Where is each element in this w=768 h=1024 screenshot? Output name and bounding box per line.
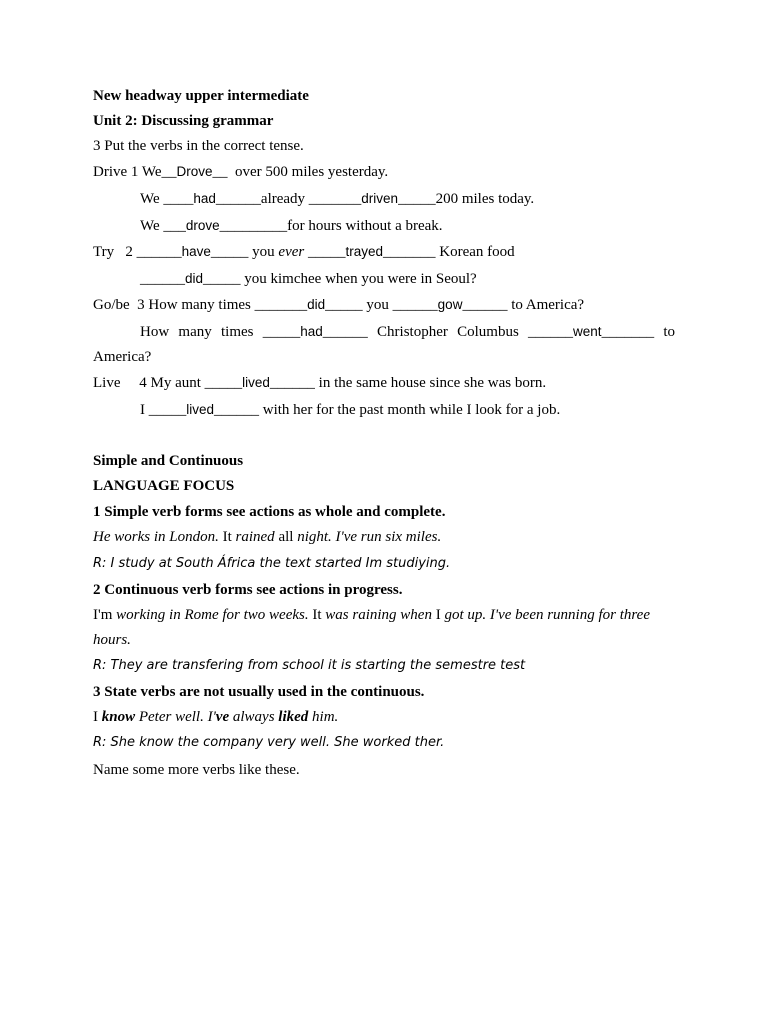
exercise-line-5: ______did_____ you kimchee when you were in Seoul? <box>140 271 477 287</box>
exercise-line-6: Go/be 3 How many times _______did_____ you ______gow______ to America? <box>93 297 585 313</box>
focus-point-3-heading: 3 State verbs are not usually used in the continuous. <box>93 684 425 700</box>
exercise-line-9: Live 4 My aunt _____lived______ in the same house since she was born. <box>93 375 547 391</box>
section-title: Simple and Continuous <box>93 453 244 469</box>
exercise-line-3: We ___drove_________for hours without a break. <box>140 218 443 234</box>
focus-point-1-answer: R: I study at South África the text started Im studiying. <box>93 556 451 571</box>
focus-point-2-answer: R: They are transfering from school it is starting the semestre test <box>93 658 526 673</box>
focus-point-2-example-cont: hours. <box>93 632 131 648</box>
book-title: New headway upper intermediate <box>93 88 309 104</box>
exercise-line-2: We ____had______already _______driven_____200 miles today. <box>140 191 535 207</box>
exercise-line-1: Drive 1 We__Drove__ over 500 miles yesterday. <box>93 164 389 180</box>
focus-point-2-heading: 2 Continuous verb forms see actions in progress. <box>93 582 403 598</box>
exercise-line-7: How many times _____had______ Christopher Columbus ______went_______ to <box>140 324 675 340</box>
exercise-line-4: Try 2 ______have_____ you ever _____trayed_______ Korean food <box>93 244 515 260</box>
focus-point-3-answer: R: She know the company very well. She worked ther. <box>93 735 445 750</box>
focus-point-2-example: I'm working in Rome for two weeks. It was raining when I got up. I've been running for three <box>93 607 650 623</box>
focus-point-3-example: I know Peter well. I've always liked him. <box>93 709 339 725</box>
exercise-line-10: I _____lived______ with her for the past month while I look for a job. <box>140 402 561 418</box>
unit-title: Unit 2: Discussing grammar <box>93 113 274 129</box>
exercise-line-8: America? <box>93 349 152 365</box>
section-subtitle: LANGUAGE FOCUS <box>93 478 235 494</box>
exercise-instruction: 3 Put the verbs in the correct tense. <box>93 138 304 154</box>
focus-point-1-heading: 1 Simple verb forms see actions as whole and complete. <box>93 504 446 520</box>
closing-prompt: Name some more verbs like these. <box>93 762 300 778</box>
focus-point-1-example: He works in London. It rained all night. I've run six miles. <box>93 529 442 545</box>
